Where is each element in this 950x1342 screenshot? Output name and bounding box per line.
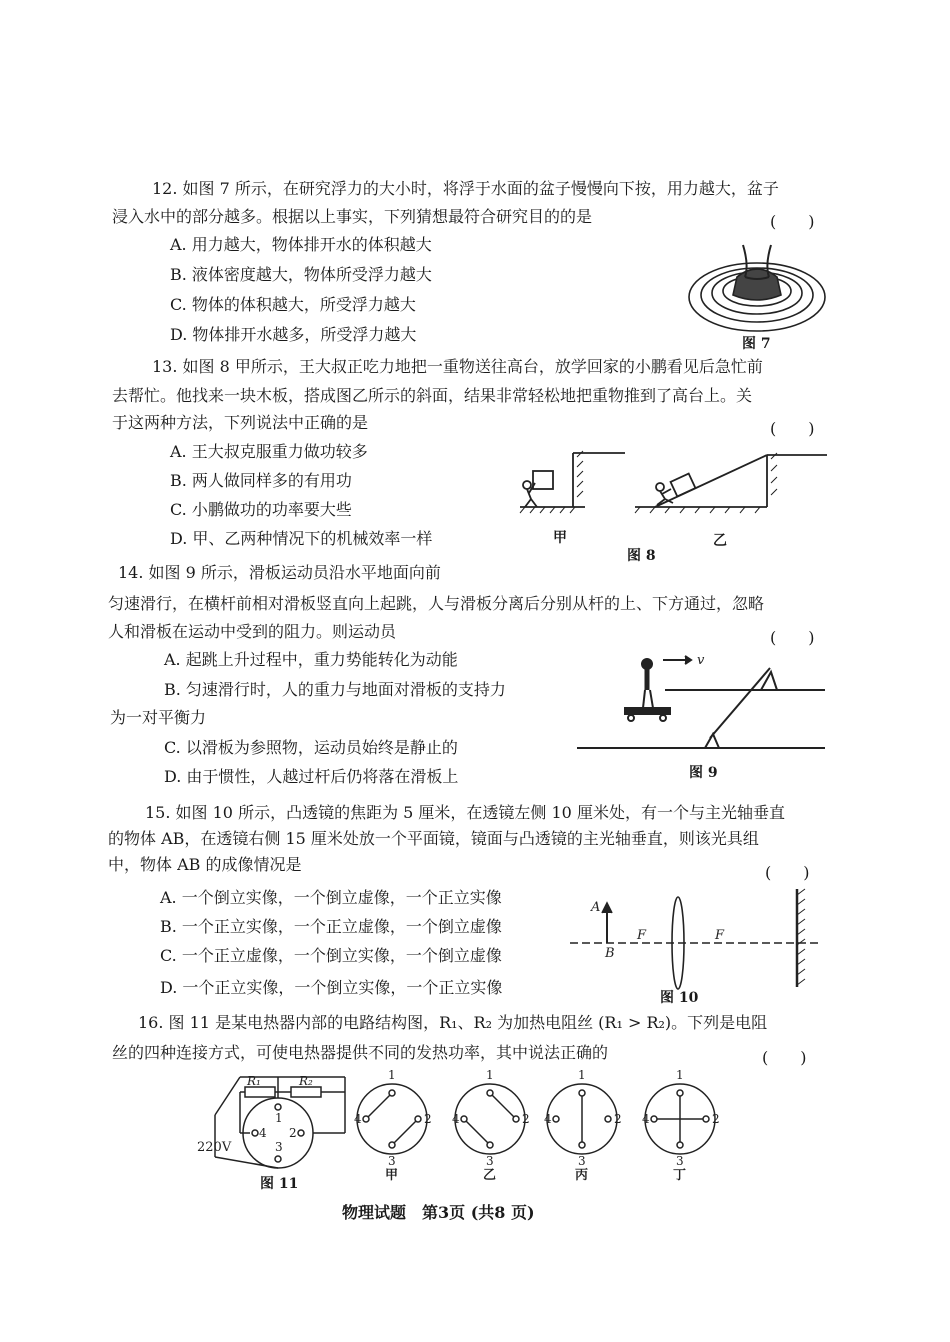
q13-stem-line1: 13. 如图 8 甲所示，王大叔正吃力地把一重物送往高台，放学回家的小鹏看见后急忙前 bbox=[152, 357, 763, 376]
q15-stem-line1: 15. 如图 10 所示，凸透镜的焦距为 5 厘米，在透镜左侧 10 厘米处，有一个与主光轴垂直 bbox=[145, 803, 785, 822]
q13-stem-line3: 于这两种方法，下列说法中正确的是 bbox=[112, 413, 369, 432]
yi-node-2: 2 bbox=[522, 1112, 530, 1126]
q12-answer-paren: ( ) bbox=[770, 212, 815, 231]
figure-8-label-jia: 甲 bbox=[553, 530, 567, 546]
q15-option-c: C. 一个正立虚像，一个倒立实像，一个倒立虚像 bbox=[160, 946, 502, 965]
yi-node-3: 3 bbox=[486, 1154, 494, 1168]
ding-node-1: 1 bbox=[676, 1068, 684, 1082]
q16-stem-line2: 丝的四种连接方式，可使电热器提供不同的发热功率，其中说法正确的 bbox=[112, 1043, 609, 1062]
q14-option-c: C. 以滑板为参照物，运动员始终是静止的 bbox=[164, 738, 458, 757]
bing-node-1: 1 bbox=[578, 1068, 586, 1082]
figure-11-caption: 图 11 bbox=[260, 1176, 299, 1192]
figure-11-r1-label: R₁ bbox=[247, 1074, 261, 1088]
jia-node-4: 4 bbox=[354, 1112, 362, 1126]
yi-node-1: 1 bbox=[486, 1068, 494, 1082]
figure-11-label-jia: 甲 bbox=[385, 1168, 399, 1183]
q14-option-d: D. 由于惯性，人越过杆后仍将落在滑板上 bbox=[164, 767, 459, 786]
q14-option-b-cont: 为一对平衡力 bbox=[110, 708, 207, 727]
q14-stem-line2: 匀速滑行，在横杆前相对滑板竖直向上起跳，人与滑板分离后分别从杆的上、下方通过，忽略 bbox=[108, 594, 765, 613]
q15-option-a: A. 一个倒立实像，一个倒立虚像，一个正立实像 bbox=[160, 888, 502, 907]
page-footer: 物理试题 第3页 (共8 页) bbox=[342, 1203, 535, 1222]
figure-7-basin-in-water bbox=[685, 235, 830, 345]
q12-option-b: B. 液体密度越大，物体所受浮力越大 bbox=[170, 265, 432, 284]
ding-node-4: 4 bbox=[642, 1112, 650, 1126]
q12-option-d: D. 物体排开水越多，所受浮力越大 bbox=[170, 325, 417, 344]
figure-9-velocity-label: v bbox=[697, 653, 705, 668]
q13-option-a: A. 王大叔克服重力做功较多 bbox=[170, 442, 368, 461]
figure-10-focus-right: F bbox=[715, 928, 725, 943]
q16-stem-line1: 16. 图 11 是某电热器内部的电路结构图，R₁、R₂ 为加热电阻丝 (R₁ > R₂)。下列是电阻 bbox=[138, 1013, 768, 1032]
yi-node-4: 4 bbox=[452, 1112, 460, 1126]
figure-8-lifting-and-ramp bbox=[515, 445, 835, 520]
figure-10-focus-left: F bbox=[637, 928, 647, 943]
figure-10-label-b: B bbox=[605, 946, 615, 961]
bing-node-3: 3 bbox=[578, 1154, 586, 1168]
figure-11-circuit-and-connections bbox=[195, 1065, 735, 1185]
jia-node-1: 1 bbox=[388, 1068, 396, 1082]
figure-8-caption: 图 8 bbox=[627, 548, 656, 564]
q14-option-b: B. 匀速滑行时，人的重力与地面对滑板的支持力 bbox=[164, 680, 506, 699]
figure-11-node-1: 1 bbox=[275, 1111, 283, 1125]
q13-answer-paren: ( ) bbox=[770, 419, 815, 438]
figure-11-label-ding: 丁 bbox=[673, 1168, 687, 1183]
figure-11-label-bing: 丙 bbox=[575, 1168, 589, 1183]
figure-11-node-3: 3 bbox=[275, 1140, 283, 1154]
q14-stem-line3: 人和滑板在运动中受到的阻力。则运动员 bbox=[108, 622, 397, 641]
q13-option-b: B. 两人做同样多的有用功 bbox=[170, 471, 352, 490]
q15-answer-paren: ( ) bbox=[765, 863, 810, 882]
q15-stem-line3: 中，物体 AB 的成像情况是 bbox=[108, 855, 302, 874]
figure-9-caption: 图 9 bbox=[689, 765, 718, 781]
q15-option-b: B. 一个正立实像，一个正立虚像，一个倒立虚像 bbox=[160, 917, 502, 936]
figure-7-caption: 图 7 bbox=[742, 336, 771, 352]
figure-11-node-4: 4 bbox=[259, 1126, 267, 1140]
q13-option-c: C. 小鹏做功的功率要大些 bbox=[170, 500, 352, 519]
q13-stem-line2: 去帮忙。他找来一块木板，搭成图乙所示的斜面，结果非常轻松地把重物推到了高台上。关 bbox=[112, 386, 753, 405]
figure-11-r2-label: R₂ bbox=[299, 1074, 313, 1088]
q15-stem-line2: 的物体 AB，在透镜右侧 15 厘米处放一个平面镜，镜面与凸透镜的主光轴垂直，则该光具组 bbox=[108, 829, 759, 848]
figure-11-label-yi: 乙 bbox=[483, 1168, 497, 1183]
jia-node-2: 2 bbox=[424, 1112, 432, 1126]
q12-option-a: A. 用力越大，物体排开水的体积越大 bbox=[170, 235, 432, 254]
q12-stem-line1: 12. 如图 7 所示，在研究浮力的大小时，将浮于水面的盆子慢慢向下按，用力越大，盆子 bbox=[152, 179, 779, 198]
figure-8-label-yi: 乙 bbox=[713, 533, 727, 549]
q13-option-d: D. 甲、乙两种情况下的机械效率一样 bbox=[170, 529, 433, 548]
jia-node-3: 3 bbox=[388, 1154, 396, 1168]
bing-node-2: 2 bbox=[614, 1112, 622, 1126]
q14-stem-line1: 14. 如图 9 所示，滑板运动员沿水平地面向前 bbox=[118, 563, 441, 582]
q14-option-a: A. 起跳上升过程中，重力势能转化为动能 bbox=[164, 650, 458, 669]
ding-node-3: 3 bbox=[676, 1154, 684, 1168]
figure-10-lens-and-mirror bbox=[565, 885, 830, 990]
q12-stem-line2: 浸入水中的部分越多。根据以上事实，下列猜想最符合研究目的的是 bbox=[112, 207, 593, 226]
q14-answer-paren: ( ) bbox=[770, 628, 815, 647]
ding-node-2: 2 bbox=[712, 1112, 720, 1126]
figure-10-label-a: A bbox=[591, 900, 601, 915]
q15-option-d: D. 一个正立实像，一个倒立实像，一个正立实像 bbox=[160, 978, 503, 997]
figure-10-caption: 图 10 bbox=[660, 990, 699, 1006]
figure-9-skateboard bbox=[575, 650, 830, 755]
bing-node-4: 4 bbox=[544, 1112, 552, 1126]
q16-answer-paren: ( ) bbox=[762, 1048, 807, 1067]
q12-option-c: C. 物体的体积越大，所受浮力越大 bbox=[170, 295, 416, 314]
figure-11-voltage-label: 220V bbox=[197, 1140, 232, 1155]
figure-11-node-2: 2 bbox=[289, 1126, 297, 1140]
